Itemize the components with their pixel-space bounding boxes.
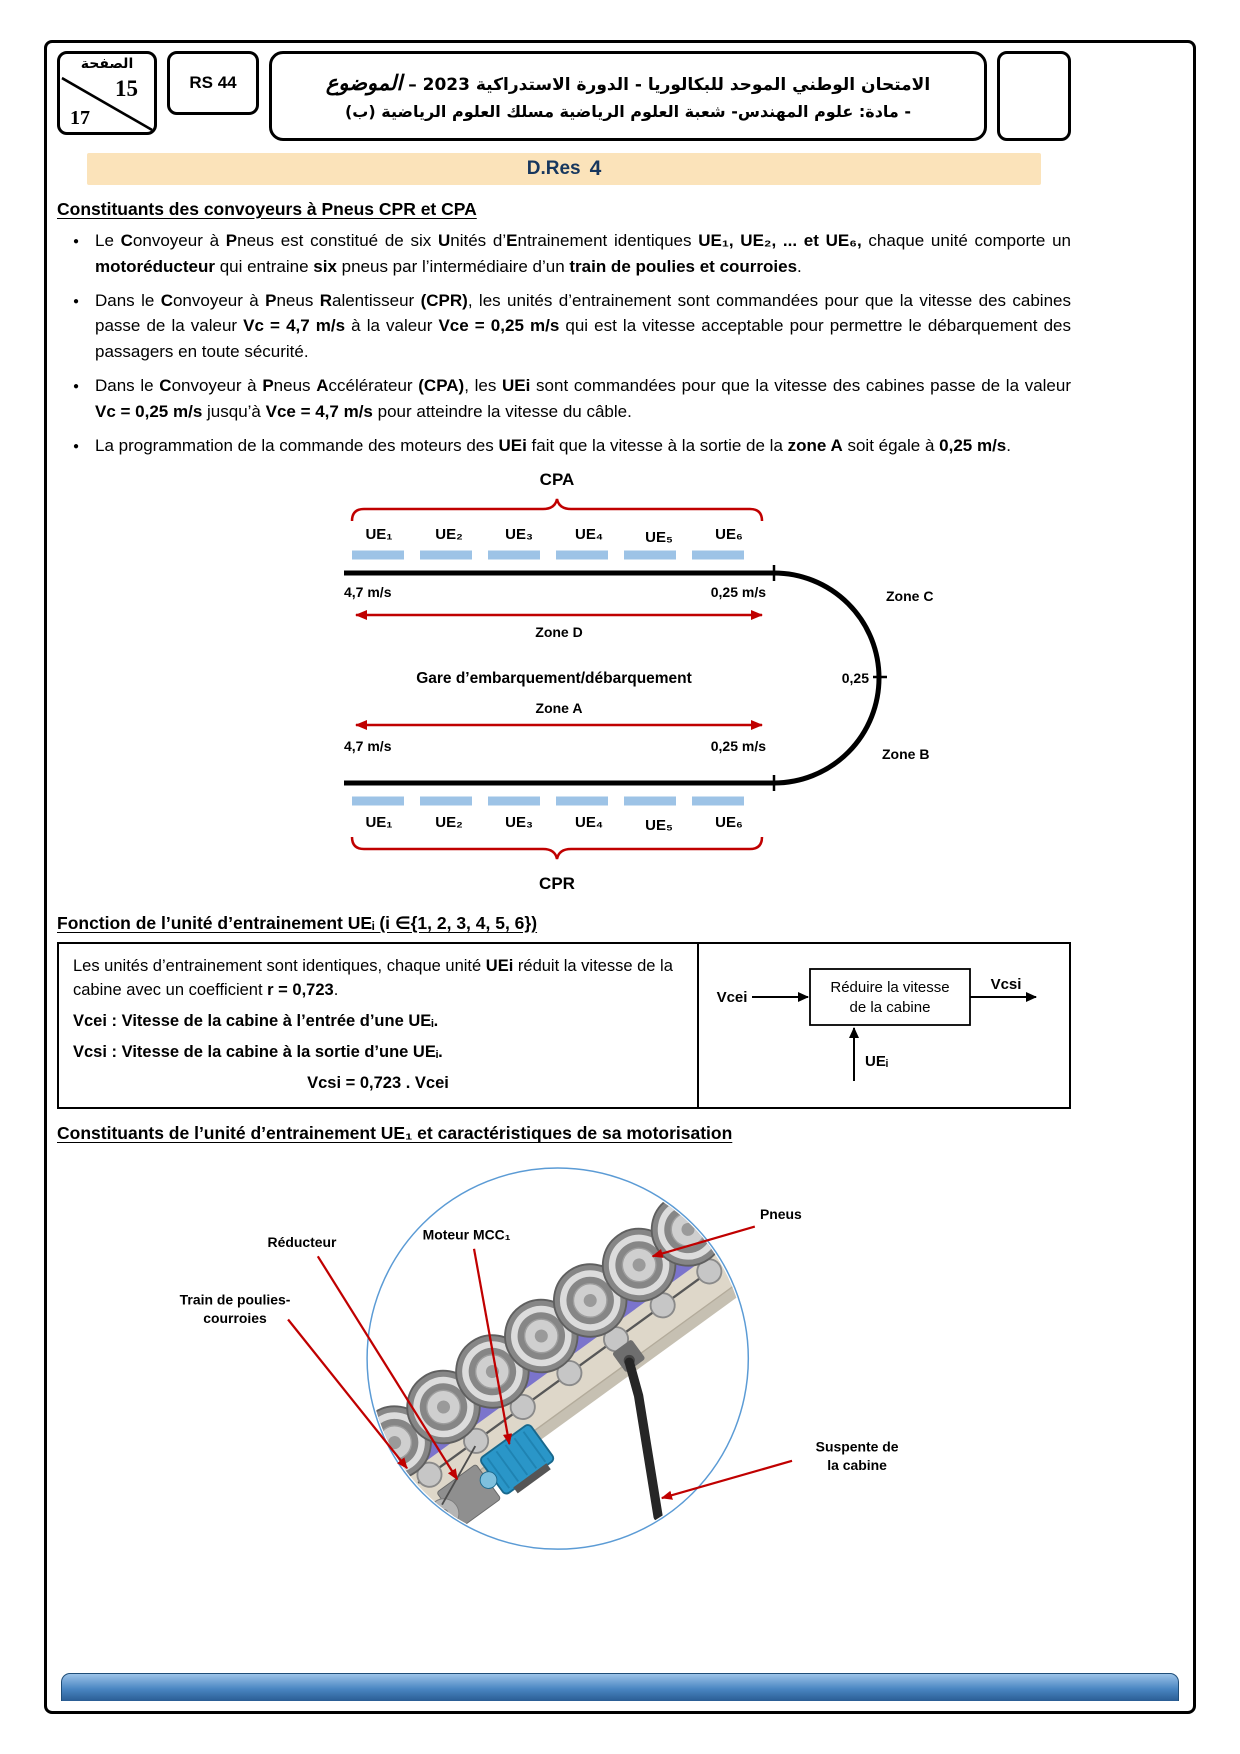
vcsi-label: Vcsi <box>990 975 1022 993</box>
bottom-blue-bar <box>61 1673 1179 1701</box>
block-text-line1: Réduire la vitesse <box>830 978 950 996</box>
reduce-speed-block <box>810 969 970 1025</box>
suspente-bar <box>629 1363 658 1517</box>
doc-ref-label: D.Res <box>526 158 581 179</box>
cpr-brace <box>352 837 762 859</box>
train-poulies-label-line2: courroies <box>203 1310 267 1327</box>
fonction-paragraph: Les unités d’entrainement sont identiques, chaque unité UEi réduit la vitesse de la cabine avec un coefficient r = 0,723. <box>73 956 673 1000</box>
cpa-label: CPA <box>539 469 575 489</box>
exam-code-box <box>167 51 259 115</box>
header-empty-box <box>997 51 1071 141</box>
exam-title-line1 <box>286 71 970 95</box>
page-current: 15 <box>115 76 138 101</box>
section-heading-constituants-ue1: Constituants de l’unité d’entrainement UE₁ et caractéristiques de sa motorisation <box>57 1123 733 1144</box>
exam-title-text: الامتحان الوطني الموحد للبكالوريا - الدورة الاستدراكية 2023 – <box>408 75 931 95</box>
moteur-mcc1-label: Moteur MCC₁ <box>422 1226 511 1243</box>
fonction-text <box>59 944 697 1108</box>
zone-c-label: Zone C <box>886 587 934 604</box>
ue6-label: UE₆ <box>715 525 743 543</box>
ue-labels-top <box>365 526 742 546</box>
ue5-label: UE₅ <box>645 816 673 834</box>
exam-code: RS 44 <box>189 73 237 92</box>
ue2-label: UE₂ <box>435 525 463 543</box>
bullet-item: ● Dans le Convoyeur à Pneus Accélérateur (CPA), les UEi sont commandées pour que la vitesse des cabines passe de la valeur Vc = 0,25 m/s jusqu’à Vce = 4,7 m/s pour atteindre la vitesse du câble. <box>71 373 1071 425</box>
suspente-arrow <box>662 1461 792 1498</box>
page-label: الصفحة <box>80 56 134 72</box>
pneus-label: Pneus <box>759 1206 802 1223</box>
speed-top-right: 0,25 m/s <box>710 583 766 600</box>
vcei-definition: Vcei : Vitesse de la cabine à l’entrée d’une UEᵢ. <box>73 1012 439 1031</box>
zone-a-label: Zone A <box>535 699 583 716</box>
vcei-label: Vcei <box>716 988 748 1006</box>
ue1-label: UE₁ <box>365 813 393 831</box>
vcsi-definition: Vcsi : Vitesse de la cabine à la sortie d’une UEᵢ. <box>73 1042 443 1061</box>
content-column <box>57 51 1071 1580</box>
doc-ref-number: 4 <box>589 157 602 180</box>
block-text-line2: de la cabine <box>849 998 931 1016</box>
block-diagram-svg <box>704 951 1064 1101</box>
doc-ref-bar <box>87 153 1041 185</box>
cpr-label: CPR <box>539 873 575 893</box>
bullet-list <box>57 228 1071 459</box>
ue6-label: UE₆ <box>715 813 743 831</box>
ue2-label: UE₂ <box>435 813 463 831</box>
ue1-illustration <box>37 1152 1097 1580</box>
fonction-box <box>57 942 1071 1110</box>
section-heading-constituants-convoyeurs: Constituants des convoyeurs à Pneus CPR et CPA <box>57 199 477 219</box>
gare-label: Gare d’embarquement/débarquement <box>416 669 692 687</box>
page-number-box <box>57 51 157 135</box>
document-page <box>44 40 1196 1714</box>
ue4-label: UE₄ <box>575 813 603 831</box>
uei-label: UEᵢ <box>865 1052 888 1070</box>
ue5-label: UE₅ <box>645 528 673 546</box>
exam-title-line2: - مادة: علوم المهندس- شعبة العلوم الرياضية مسلك العلوم الرياضية (ب) <box>344 102 912 121</box>
ue1-label: UE₁ <box>365 525 393 543</box>
curve-speed-label: 0,25 <box>841 669 869 686</box>
suspente-label-line1: Suspente de <box>815 1438 899 1455</box>
exam-title-box <box>269 51 987 141</box>
zone-b-label: Zone B <box>882 745 930 762</box>
cpa-brace <box>352 499 762 521</box>
suspente-label-line2: la cabine <box>827 1457 887 1474</box>
speed-bottom-right: 0,25 m/s <box>710 737 766 754</box>
train-poulies-label-line1: Train de poulies- <box>179 1292 291 1309</box>
ue3-label: UE₃ <box>505 525 533 543</box>
train-poulies-arrow <box>288 1320 407 1469</box>
speed-top-left: 4,7 m/s <box>344 583 392 600</box>
ue3-label: UE₃ <box>505 813 533 831</box>
conveyor-diagram <box>134 467 994 899</box>
ue4-label: UE₄ <box>575 525 603 543</box>
speed-bottom-left: 4,7 m/s <box>344 737 392 754</box>
fonction-block-diagram <box>697 944 1069 1108</box>
header <box>57 51 1071 141</box>
zone-d-label: Zone D <box>535 623 583 640</box>
bullet-item: ● Dans le Convoyeur à Pneus Ralentisseur (CPR), les unités d’entrainement sont commandées pour que la vitesse des cabines passe de la valeur Vc = 4,7 m/s à la valeur Vce = 0,25 m/s qui est la vitesse acceptable pour permettre le débarquement des passagers en toute sécurité. <box>71 288 1071 365</box>
section-heading-fonction-ue: Fonction de l’unité d’entrainement UEᵢ (i ∈{1, 2, 3, 4, 5, 6}) <box>57 912 538 933</box>
reducteur-label: Réducteur <box>267 1234 337 1251</box>
page-total: 17 <box>70 107 90 129</box>
bullet-item: ● La programmation de la commande des moteurs des UEi fait que la vitesse à la sortie de la zone A soit égale à 0,25 m/s. <box>71 433 1071 459</box>
vcsi-formula: Vcsi = 0,723 . Vcei <box>307 1073 449 1092</box>
ue-labels-bottom <box>365 814 742 834</box>
bullet-item: ● Le Convoyeur à Pneus est constitué de six Unités d’Entrainement identiques UE₁, UE₂, ... et UE₆, chaque unité comporte un motoréducteur qui entraine six pneus par l’intermédiaire d’un train de poulies et courroies. <box>71 228 1071 280</box>
exam-topic-word: الموضوع <box>325 71 403 95</box>
